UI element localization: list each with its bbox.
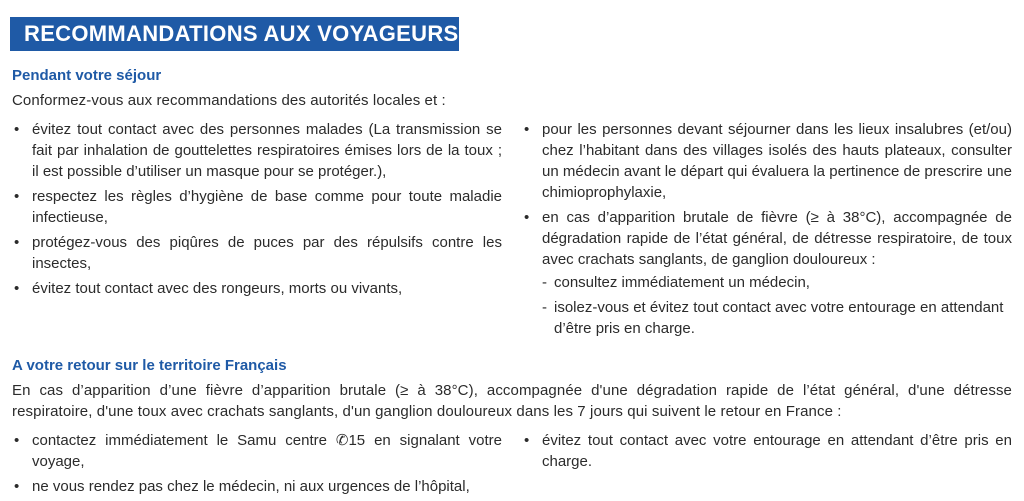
dash-icon: -	[542, 274, 547, 291]
sub-list-item-text: consultez immédiatement un médecin,	[554, 274, 810, 291]
list-item-text: évitez tout contact avec des personnes malades (La transmission se fait par inhalation de gouttelettes respiratoires émises lors de la toux ; il est possible d’utiliser un masque pour se protéger.),	[32, 121, 502, 180]
list-item	[12, 430, 502, 472]
list-item-text: ne vous rendez pas chez le médecin, ni aux urgences de l’hôpital,	[32, 478, 470, 495]
bullet-icon: •	[14, 188, 20, 205]
list-item	[12, 232, 502, 274]
list-item-text: évitez tout contact avec des rongeurs, morts ou vivants,	[32, 280, 403, 297]
list-item-text: protégez-vous des piqûres de puces par des répulsifs contre les insectes,	[32, 234, 502, 272]
section-heading-sejour: Pendant votre séjour	[12, 67, 162, 84]
list-item	[12, 119, 502, 182]
bullet-icon: •	[14, 280, 20, 297]
sub-list	[542, 272, 1012, 339]
sejour-right-list	[522, 119, 1012, 343]
sejour-left-list	[12, 119, 502, 303]
list-item-text: évitez tout contact avec votre entourage en attendant d’être pris en charge.	[542, 432, 1012, 470]
bullet-icon: •	[524, 432, 530, 449]
list-item	[522, 430, 1012, 472]
list-item	[12, 278, 502, 299]
bullet-icon: •	[14, 478, 20, 495]
bullet-icon: •	[524, 121, 530, 138]
retour-right-list	[522, 430, 1012, 476]
sub-list-item-text: isolez-vous et évitez tout contact avec votre entourage en attendant d’être pris en charge.	[554, 299, 1004, 337]
bullet-icon: •	[14, 121, 20, 138]
list-item-text: contactez immédiatement le Samu centre ✆15 en signalant votre voyage,	[32, 432, 502, 470]
document-title: RECOMMANDATIONS AUX VOYAGEURS	[10, 17, 459, 51]
list-item	[522, 207, 1012, 339]
section-heading-retour: A votre retour sur le territoire Français	[12, 357, 287, 374]
sub-list-item	[542, 272, 1012, 293]
list-item-text: respectez les règles d’hygiène de base comme pour toute maladie infectieuse,	[32, 188, 502, 226]
retour-left-list	[12, 430, 502, 501]
retour-intro: En cas d’apparition d’une fièvre d’apparition brutale (≥ à 38°C), accompagnée d'une dégradation rapide de l’état général, d'une détresse respiratoire, d'une toux avec crachats sanglants, d'un ganglion douloureux dans les 7 jours qui suivent le retour en France :	[12, 382, 1012, 420]
list-item	[12, 476, 502, 497]
list-item-text: pour les personnes devant séjourner dans les lieux insalubres (et/ou) chez l’habitant dans des villages isolés des hauts plateaux, consulter un médecin avant le départ qui évaluera la pertinence de prescrire une chimioprophylaxie,	[542, 121, 1012, 201]
bullet-icon: •	[524, 209, 530, 226]
bullet-icon: •	[14, 234, 20, 251]
sejour-intro: Conformez-vous aux recommandations des autorités locales et :	[12, 92, 446, 109]
dash-icon: -	[542, 299, 547, 316]
sub-list-item	[542, 297, 1012, 339]
list-item	[12, 186, 502, 228]
list-item	[522, 119, 1012, 203]
list-item-text: en cas d’apparition brutale de fièvre (≥ à 38°C), accompagnée de dégradation rapide de l’état général, de détresse respiratoire, de toux avec crachats sanglants, de ganglion douloureux :	[542, 209, 1012, 268]
bullet-icon: •	[14, 432, 20, 449]
